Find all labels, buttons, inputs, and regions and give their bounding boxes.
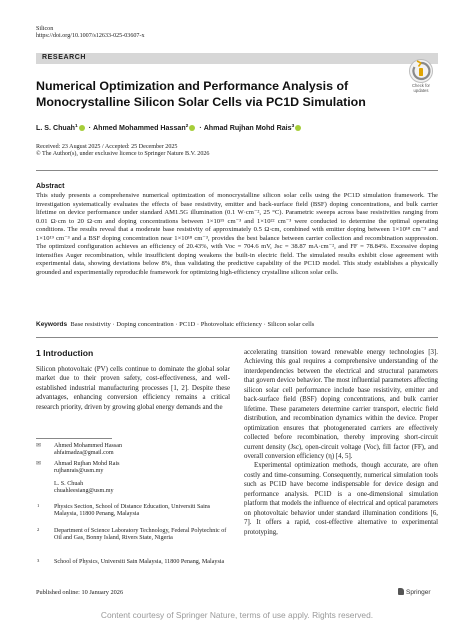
intro-paragraph: accelerating transition toward renewable energy technologies [3]. Achieving this goal requires a comprehensive understanding of the interdependencies between the electrical and structural parameters that govern device behavior. The most influential parameters affecting silicon solar cell performance include base resistivity, emitter and back-surface field (BSF) doping concentrations, and bulk carrier lifetime. These parameters determine carrier transport, electric field distribution, and recombination dynamics within the device. Proper optimization ensures that photogenerated carriers are effectively collected before recombination, thereby improving short-circuit current density (Jsc), open-circuit voltage (Voc), fill factor (FF), and overall conversion efficiency (η) [4, 5]. [244,349,438,460]
affiliation [36,528,230,543]
contact-block [36,443,230,458]
author-1[interactable]: L. S. Chuah$^1$ [36,122,87,133]
published-date: Published online: 10 January 2026 [36,589,124,596]
article-title: Numerical Optimization and Performance Analysis of Monocrystalline Silicon Solar Cells via PC1D Simulation [36,79,366,109]
journal-header [36,26,145,41]
doi-link[interactable]: https://doi.org/10.1007/s12633-025-03607-x [36,33,145,40]
envelope-icon: ✉ [36,461,42,467]
orcid-icon[interactable] [295,125,301,131]
divider [36,337,438,338]
contact-email[interactable]: ahfaimadza@gmail.com [54,450,114,457]
affiliation-text: School of Physics, Universiti Sain Malaysia, 11800 Penang, Malaysia [54,559,225,565]
received-accepted: Received: 23 August 2025 / Accepted: 25 December 2025 [36,144,178,150]
contact-name: Ahmed Mohammed Hassan [54,443,123,449]
author-3[interactable]: Ahmad Rujhan Mohd Rais$^3$ [204,122,304,133]
journal-name: Silicon [36,26,54,32]
affiliation [36,559,230,566]
section-heading: 1 Introduction [36,348,94,358]
footnote-divider [36,438,112,439]
abstract-heading: Abstract [36,183,65,190]
contact-block [36,481,230,496]
affiliation-number: 3 [37,558,40,563]
abstract-text: This study presents a comprehensive numerical optimization of monocrystalline silicon solar cells using the PC1D simulation framework. The investigation systematically evaluates the effects of base resistivity, emitter and back-surface field (BSF) doping concentrations, and bulk carrier lifetime on device performance under standard AM1.5G illumination (0.1 W·cm⁻², 25 °C). Parametric sweeps across base resistivities ranging from 0.01 Ω·cm to 20 Ω·cm and doping concentrations between 1×10¹⁵ cm⁻³ and 1×10²² cm⁻³ were conducted to determine the optimal operating conditions. The results reveal that a moderate base resistivity of approximately 0.5 Ω·cm, combined with emitter doping between 1×10¹⁸ cm⁻³ and 1×10¹⁹ cm⁻³ and a BSF doping concentration near 1×10¹⁸ cm⁻³, provides the best balance between carrier collection and recombination suppression. The optimized configuration achieves an efficiency of 20.43%, with Voc = 704.6 mV, Jsc = 38.87 mA·cm⁻², and FF = 78.84%. Excessive doping intensifies Auger recombination, while insufficient doping weakens the built-in electric field. The simulated results exhibit close agreement with experimental data, showing deviations below 8%, thus validating the predictive capability of the PC1D model. This study establishes a physically grounded and experimentally reproducible framework for optimizing high-efficiency crystalline silicon solar cells. [36,192,438,276]
check-for-updates-label[interactable]: Check for updates [412,83,430,93]
courtesy-notice: Content courtesy of Springer Nature, terms of use apply. Rights reserved. [100,610,374,620]
orcid-icon[interactable] [79,125,85,131]
author-list [36,122,438,133]
contact-block [36,461,230,476]
affiliation-number: 2 [37,527,40,532]
author-separator: · [199,124,202,132]
intro-paragraph: Experimental optimization methods, though accurate, are often costly and time-consuming. Consequently, numerical simulation tools such as PC1D have become indispensable for device design and performance analysis. PC1D is a one-dimensional simulation platform that models the influence of electrical and optical parameters on photovoltaic behavior under standard illumination conditions [6, 7]. It offers a rapid, cost-effective alternative to experimental prototyping, [244,462,438,536]
article-type-label: RESEARCH [42,54,87,61]
orcid-icon[interactable] [189,125,195,131]
article-type-bar [36,53,438,64]
intro-right-column [244,348,438,537]
publisher-name: Springer [406,589,431,596]
contact-name: Ahmad Rujhan Mohd Rais [54,461,120,467]
affiliation-text: Department of Science Laboratory Technology, Federal Polytechnic of Oil and Gas, Bonny Island, Rivers State, Nigeria [54,528,227,542]
springer-horse-icon [398,588,404,595]
author-2[interactable]: Ahmed Mohammed Hassan$^2$ [93,122,197,133]
affiliation-text: Physics Section, School of Distance Education, Universiti Sains Malaysia, 11800 Penang, Malaysia [54,504,211,518]
contact-email[interactable]: chuahleesiang@usm.my [54,488,114,495]
article-dates [36,144,438,159]
check-for-updates-badge[interactable] [408,58,434,84]
copyright-line: © The Author(s), under exclusive licence to Springer Nature B.V. 2026 [36,151,210,158]
intro-left-column: Silicon photovoltaic (PV) cells continue to dominate the global solar market due to their proven safety, cost-effectiveness, and well-established industrial manufacturing processes [1, 2]. Despite these advantages, enhancing conversion efficiency remains a critical research priority, driven by growing global energy demands and the [36,366,230,411]
contact-name: L. S. Chuah [54,481,84,487]
author-separator: · [88,124,92,132]
contact-email[interactable]: rujhanrais@usm.my [54,468,104,475]
keywords-label: Keywords [36,321,68,328]
divider [36,170,438,171]
envelope-icon: ✉ [36,443,42,449]
keywords-list: Base resistivity · Doping concentration · PC1D · Photovoltaic efficiency · Silicon solar cells [70,321,315,328]
keywords [36,321,438,329]
publisher-logo [398,588,431,596]
affiliation [36,504,230,519]
affiliation-number: 1 [37,503,40,508]
